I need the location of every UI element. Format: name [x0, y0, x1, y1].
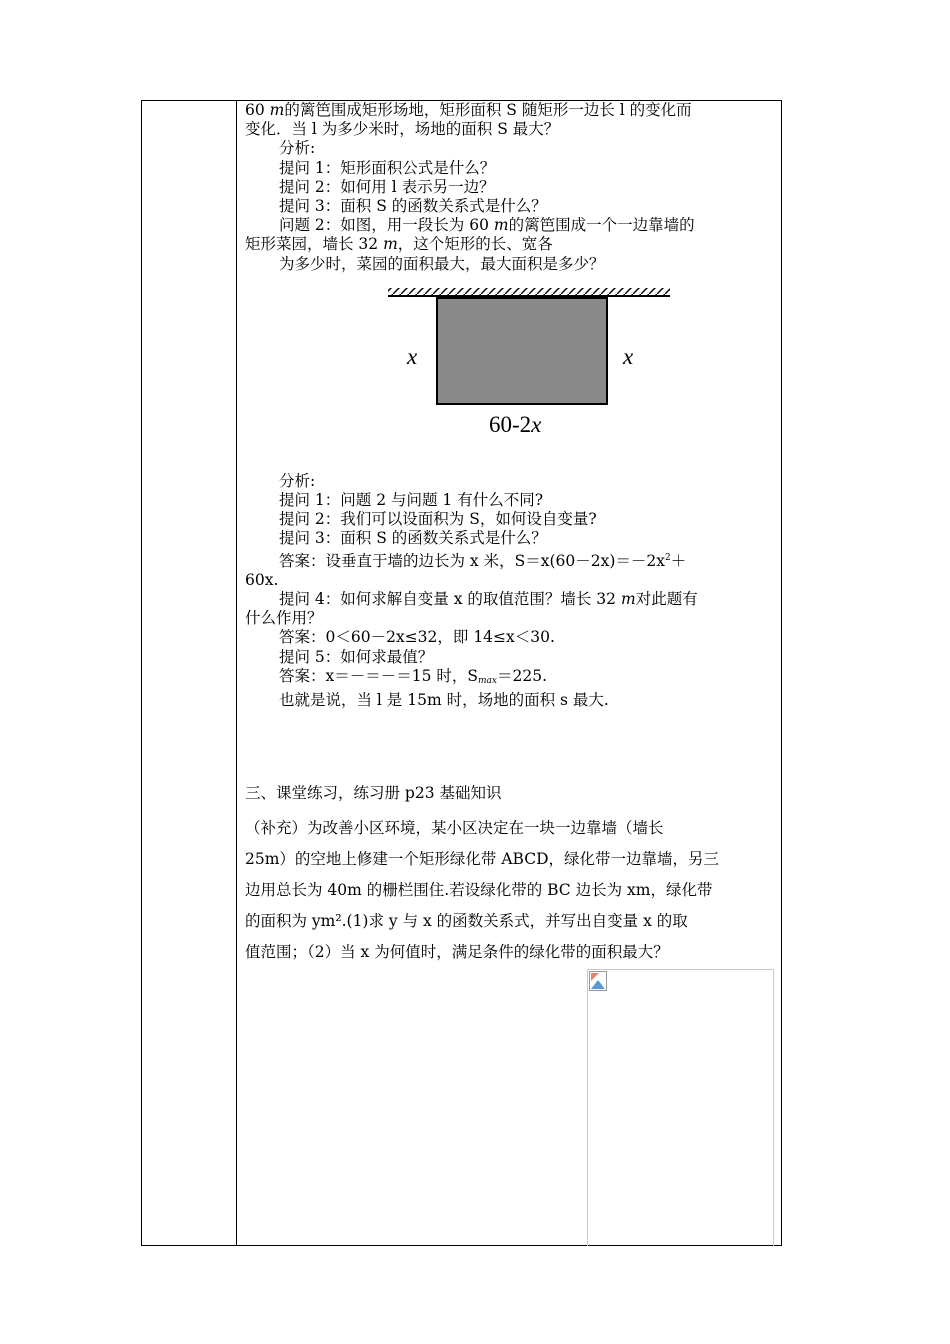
analysis2-label: 分析: — [279, 471, 316, 490]
right-side-label: x — [623, 344, 634, 369]
analysis1-q3: 提问 3：面积 S 的函数关系式是什么？ — [279, 197, 547, 216]
analysis2-q4: 提问 4：如何求解自变量 x 的取值范围？墙长 32 m对此题有 — [279, 590, 698, 609]
garden-rectangle — [437, 298, 607, 404]
analysis2-q3: 提问 3：面积 S 的函数关系式是什么？ — [279, 529, 547, 548]
problem2-line2: 矩形菜园，墙长 32 m，这个矩形的长、宽各 — [245, 235, 553, 254]
analysis2-q2: 提问 2：我们可以设面积为 S，如何设自变量? — [279, 510, 597, 529]
analysis2-answer2: 答案：0＜60－2x≤32，即 14≤x＜30. — [279, 628, 555, 647]
exercise-line: 值范围；（2）当 x 为何值时，满足条件的绿化带的面积最大？ — [245, 943, 669, 962]
bottom-side-label: 60-2x — [489, 412, 542, 437]
problem1-line2: 变化．当 l 为多少米时，场地的面积 S 最大？ — [245, 120, 560, 139]
section-spacer — [245, 710, 775, 778]
exercise-line: 边用总长为 40m 的栅栏围住.若设绿化带的 BC 边长为 xm，绿化带 — [245, 881, 713, 900]
column-divider-left — [236, 100, 237, 1246]
analysis2-q5: 提问 5：如何求最值？ — [279, 647, 434, 666]
left-side-label: x — [407, 344, 418, 369]
problem1-line1: 60 m的篱笆围成矩形场地，矩形面积 S 随矩形一边长 l 的变化而 — [245, 101, 692, 119]
analysis2-answer1: 答案：设垂直于墙的边长为 x 米，$S=x(60-2x)=-2x^2+$ — [279, 551, 687, 570]
analysis2-answer3: 答案：x＝－＝－＝15 时，$S_{max}=225$. — [279, 666, 548, 686]
garden-diagram — [385, 286, 675, 446]
analysis1-q1: 提问 1：矩形面积公式是什么？ — [279, 158, 496, 177]
column-divider-right — [781, 100, 782, 1246]
image-placeholder — [587, 969, 774, 1246]
analysis2-q1: 提问 1：问题 2 与问题 1 有什么不同? — [279, 491, 544, 510]
analysis1-q2: 提问 2：如何用 l 表示另一边？ — [279, 177, 495, 196]
exercise-line: 的面积为 ym².(1)求 y 与 x 的函数关系式，并写出自变量 x 的取 — [245, 912, 688, 931]
problem2-line3: 为多少时，菜园的面积最大，最大面积是多少？ — [279, 254, 605, 273]
exercise-line: 25m）的空地上修建一个矩形绿化带 ABCD，绿化带一边靠墙，另三 — [245, 850, 720, 869]
analysis1-label: 分析: — [279, 139, 316, 158]
broken-image-icon — [589, 971, 607, 991]
conclusion: 也就是说，当 l 是 15m 时，场地的面积 s 最大. — [279, 691, 609, 710]
problem2-line1: 问题 2：如图，用一段长为 60 m的篱笆围成一个一边靠墙的 — [279, 216, 695, 235]
lesson-content — [245, 101, 775, 968]
analysis2-answer1-cont: 60x. — [245, 570, 279, 589]
exercise-line: （补充）为改善小区环境，某小区决定在一块一边靠墙（墙长 — [245, 819, 664, 838]
wall-hatching — [388, 288, 670, 295]
section3-title: 三、课堂练习，练习册 p23 基础知识 — [245, 784, 502, 803]
analysis2-q4-cont: 什么作用？ — [245, 609, 323, 628]
